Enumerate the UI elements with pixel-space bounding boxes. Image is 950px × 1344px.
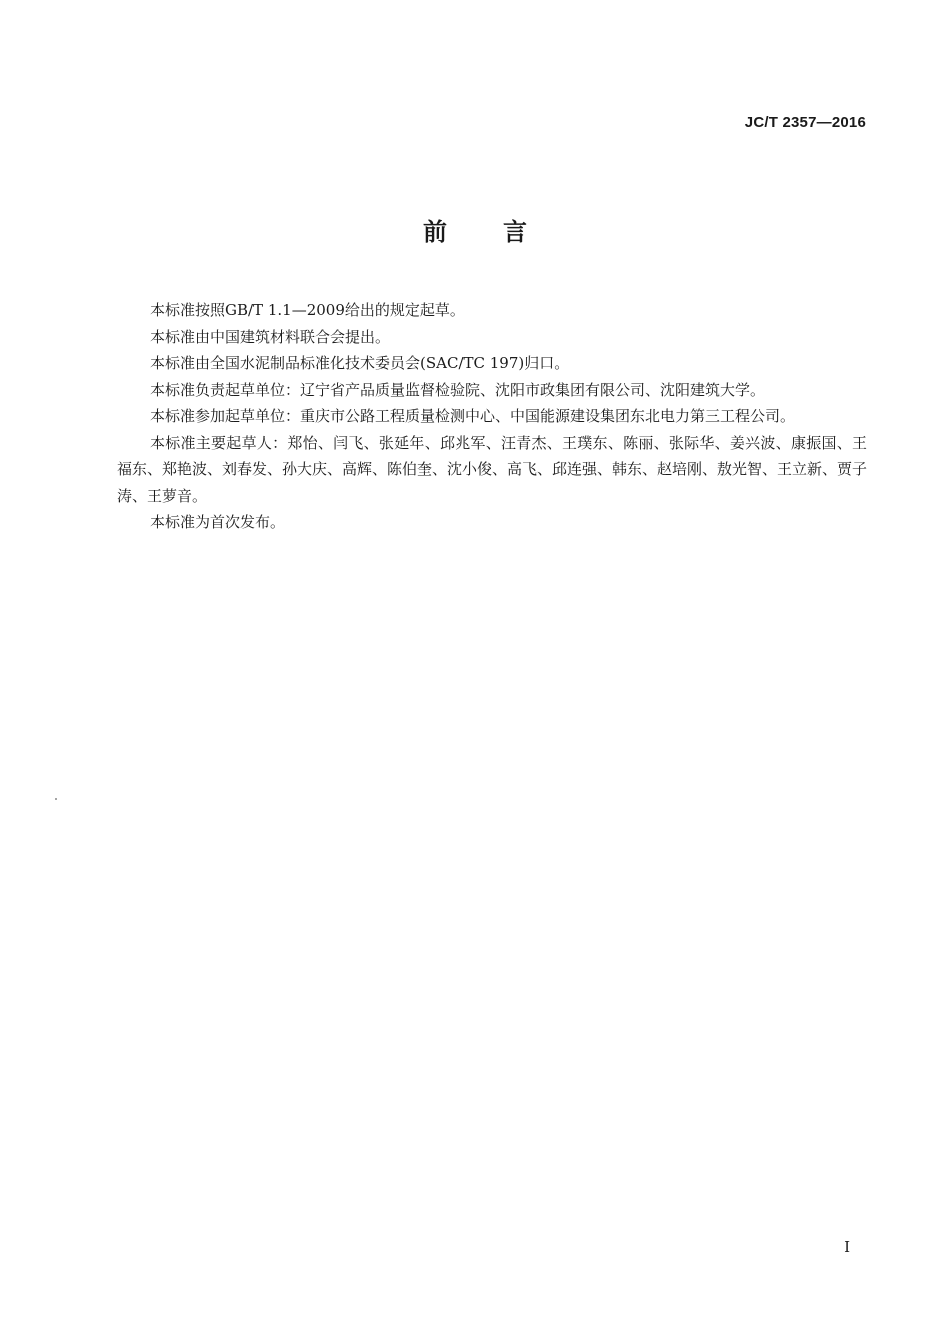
paragraph-proposed-by: 本标准由中国建筑材料联合会提出。	[150, 327, 391, 346]
page-title	[0, 212, 950, 247]
paragraph-main-drafters: 本标准主要起草人：郑怡、闫飞、张延年、邱兆军、汪青杰、王璞东、陈丽、张际华、姜兴波、康振国、王福东、郑艳波、刘春发、孙大庆、高辉、陈伯奎、沈小俊、高飞、邱连强、韩东、赵培刚、敖光智、王立新、贾子涛、王萝音。	[117, 433, 868, 505]
paragraph-participating-drafters: 本标准参加起草单位：重庆市公路工程质量检测中心、中国能源建设集团东北电力第三工程公司。	[150, 407, 796, 425]
paragraph-technical-committee: 本标准由全国水泥制品标准化技术委员会(SAC/TC 197)归口。	[150, 354, 570, 372]
paragraph-responsible-drafters: 本标准负责起草单位：辽宁省产品质量监督检验院、沈阳市政集团有限公司、沈阳建筑大学。	[150, 380, 766, 399]
title-char-1: 前	[423, 218, 447, 246]
paragraph-drafting-rules: 本标准按照GB/T 1.1—2009给出的规定起草。	[150, 301, 465, 319]
page-number: I	[844, 1238, 850, 1256]
title-char-2: 言	[503, 218, 527, 246]
foreword-body	[117, 297, 867, 536]
document-code: JC/T 2357—2016	[744, 114, 866, 131]
paragraph-first-release: 本标准为首次发布。	[150, 513, 286, 531]
scan-speck	[55, 798, 57, 800]
